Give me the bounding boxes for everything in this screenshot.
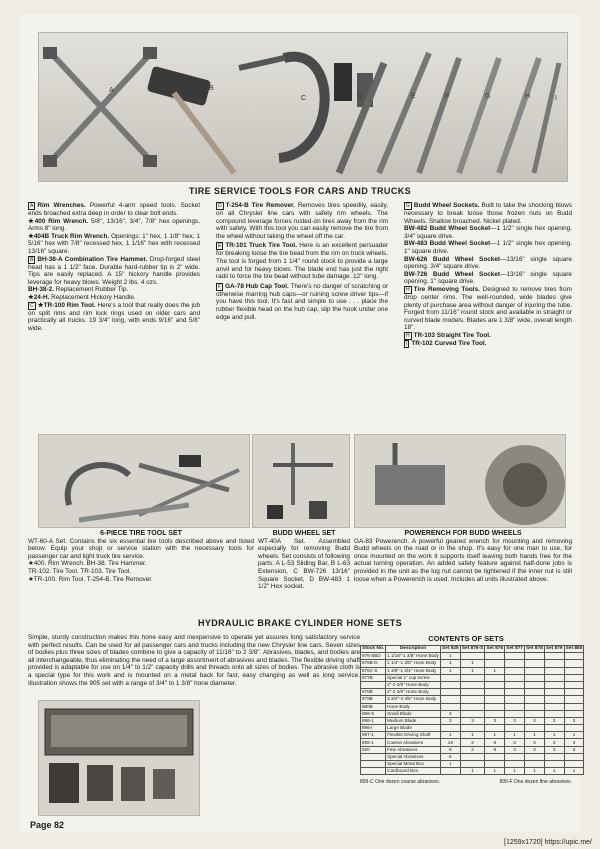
table-cell: 876-SBD bbox=[361, 653, 386, 660]
table-cell bbox=[524, 660, 544, 667]
table-row bbox=[361, 660, 584, 667]
table-cell bbox=[564, 667, 584, 674]
contents-col-header: Set 877 bbox=[506, 646, 523, 652]
hone-intro: Simple, sturdy construction makes this hone easy and inexpensive to operate yet assures long satisfactory service with perfect results. Can be used for all passenger cars and trucks including the new Chrysler line cars. Seven sizes of bodies plus three sizes of blades combine to give a capacity of 11/16" to 2 3/8". Abrasives, blades, and bodies are all interchangeable, thus eliminating the need of a large assortment of abrasives and blades. The flexible driving shaft provided is adaptable for use on 1/4" to 1/2" capacity drills and threads onto all sizes of bodies. The abrasive cloth is a special type for this work and is mounted on a metal back for fast, easy changing as well as long service. Illustration shows the 905 set with a range of 3/4" to 1 3/8" hone diameter. bbox=[28, 634, 360, 687]
table-cell: 3 bbox=[524, 739, 544, 746]
table-cell bbox=[485, 674, 505, 681]
table-cell: 3 bbox=[544, 739, 564, 746]
table-cell bbox=[485, 660, 505, 667]
entry-24h: ★24-H. Replacement Hickory Handle. bbox=[28, 293, 136, 301]
table-cell bbox=[460, 725, 485, 732]
table-cell: 8 bbox=[440, 753, 460, 760]
contents-table-header bbox=[361, 646, 584, 653]
table-row bbox=[361, 717, 584, 724]
table-cell bbox=[505, 725, 525, 732]
photo-label-f: F bbox=[445, 93, 450, 100]
photo-label-a: A bbox=[109, 87, 114, 94]
table-cell bbox=[544, 681, 564, 688]
table-row bbox=[361, 725, 584, 732]
entry-404b: ★404B Truck Rim Wrench. Openings: 1" hex, 1 1/8" hex, 1 5/16" hex with 7/8" recessed hex, 1 1/16" hex with recessed 13/16" square. bbox=[28, 232, 200, 255]
table-cell bbox=[440, 768, 460, 775]
entry-e: E TR-101 Truck Tire Tool. Here is an excellent persuader for breaking loose the tire bead from the rim on truck wheels. The tool is forged from 1 1/4" round stock to provide a large anvil end for heavy blows. The blade end has just the right radii to force the tire bead without tube damage. 12" long. bbox=[216, 242, 388, 281]
table-cell: 2 bbox=[460, 739, 485, 746]
table-cell bbox=[485, 696, 505, 703]
table-cell: 3 bbox=[524, 717, 544, 724]
contents-footnotes bbox=[360, 779, 572, 785]
table-row bbox=[361, 768, 584, 775]
table-cell: 1 bbox=[485, 768, 505, 775]
table-cell: Flexible Driving Shaft bbox=[386, 732, 441, 739]
table-cell: 1 bbox=[440, 732, 460, 739]
entry-g: G Budd Wheel Sockets. Built to take the shocking blows necessary to break loose those frozen nuts on Budd Wheels. Shallow broached. Nickel plated. bbox=[404, 202, 572, 225]
table-cell bbox=[544, 667, 564, 674]
table-cell: 1 bbox=[485, 732, 505, 739]
contents-col-header: Set 876 bbox=[486, 646, 504, 652]
table-cell bbox=[460, 653, 485, 660]
photo-label-i: I bbox=[555, 95, 557, 102]
table-cell bbox=[505, 753, 525, 760]
table-cell bbox=[524, 667, 544, 674]
table-cell: 3 bbox=[564, 717, 584, 724]
hone-set-illustration bbox=[39, 701, 199, 815]
table-cell: 9 bbox=[485, 746, 505, 753]
table-cell bbox=[440, 689, 460, 696]
table-cell bbox=[564, 703, 584, 710]
table-cell: 876C-S bbox=[361, 667, 386, 674]
tire-tool-set-item-2: TR-102. Tire Tool. TR-103. Tire Tool. bbox=[28, 567, 132, 575]
table-row bbox=[361, 710, 584, 717]
table-cell bbox=[524, 710, 544, 717]
table-cell: 1 3/8"-1 3/4" Hone Body bbox=[386, 667, 441, 674]
table-cell bbox=[524, 653, 544, 660]
table-cell bbox=[564, 653, 584, 660]
table-cell bbox=[544, 689, 564, 696]
table-cell bbox=[485, 681, 505, 688]
table-cell bbox=[361, 681, 386, 688]
table-cell: 898-1 bbox=[361, 739, 386, 746]
photo-label-e: E bbox=[411, 93, 416, 100]
table-row bbox=[361, 681, 584, 688]
table-cell: 9 bbox=[440, 746, 460, 753]
table-cell: 1 bbox=[485, 667, 505, 674]
table-cell bbox=[564, 753, 584, 760]
table-cell bbox=[505, 653, 525, 660]
table-cell: 896-S bbox=[361, 710, 386, 717]
table-cell: 18 bbox=[440, 739, 460, 746]
table-cell bbox=[505, 696, 525, 703]
table-cell: 1 bbox=[440, 761, 460, 768]
footnote-fine: 899-F One dozen fine abrasives. bbox=[499, 779, 572, 786]
table-cell bbox=[524, 689, 544, 696]
table-row bbox=[361, 732, 584, 739]
table-cell: Cardboard Box bbox=[386, 768, 441, 775]
table-cell bbox=[544, 761, 564, 768]
table-cell: 9 bbox=[485, 739, 505, 746]
table-cell bbox=[460, 681, 485, 688]
table-cell: 3 bbox=[485, 717, 505, 724]
table-row bbox=[361, 703, 584, 710]
powerench-title: POWERENCH FOR BUDD WHEELS bbox=[404, 530, 522, 537]
table-cell: Special Abrasives bbox=[386, 753, 441, 760]
table-cell: 880B bbox=[361, 703, 386, 710]
table-cell: 3 bbox=[460, 717, 485, 724]
table-cell: 3 bbox=[505, 746, 525, 753]
table-cell: 1 1/4"-1 3/8" Hone Body bbox=[386, 660, 441, 667]
table-row bbox=[361, 674, 584, 681]
entry-h: H Tire Removing Tools. Designed to remove tires from drop center rims. The well-rounded, wide blades give plenty of purchase area without danger of injuring the tube. Forged from 11/16" round stock and available in straight or curved blade models. Blades are 1 3/8" wide, overall length 18". bbox=[404, 285, 572, 332]
table-cell bbox=[485, 710, 505, 717]
table-cell: 3 bbox=[564, 746, 584, 753]
table-cell: 1 bbox=[440, 660, 460, 667]
table-cell: 3 bbox=[524, 746, 544, 753]
hone-set-photo bbox=[38, 700, 200, 816]
table-cell: 877B bbox=[361, 674, 386, 681]
table-cell: 3 bbox=[505, 739, 525, 746]
table-cell: 1 bbox=[440, 653, 460, 660]
table-cell: 920 bbox=[361, 746, 386, 753]
table-cell bbox=[544, 696, 564, 703]
table-cell bbox=[361, 761, 386, 768]
tire-tool-set-item-3: ★TR-100. Rim Tool. T-254-B. Tire Remover. bbox=[28, 575, 153, 583]
table-cell: 1 bbox=[505, 732, 525, 739]
table-cell bbox=[524, 674, 544, 681]
table-cell bbox=[460, 761, 485, 768]
photo-label-b: B bbox=[209, 85, 214, 92]
table-cell bbox=[544, 703, 564, 710]
table-cell bbox=[564, 725, 584, 732]
table-cell bbox=[505, 703, 525, 710]
table-cell: 3 3/4"-4 3/8" Hone Body bbox=[386, 696, 441, 703]
photo-label-h: H bbox=[525, 93, 531, 100]
photo-label-d: D bbox=[357, 93, 363, 100]
table-row bbox=[361, 689, 584, 696]
budd-wheel-set-photo bbox=[252, 434, 350, 528]
tire-tool-set-photo bbox=[38, 434, 250, 528]
table-cell: 1 bbox=[544, 768, 564, 775]
table-cell: Hone Body bbox=[386, 703, 441, 710]
table-cell: 3 bbox=[505, 717, 525, 724]
contents-col-header: Stock No. bbox=[362, 646, 385, 652]
powerench-body: GA-83 Powerench. A powerful geared wrench for mounting and removing Budd wheels on the road or in the shop. It's easy for one man to use, for once mounted on the work it supports itself leaving both hands free for the actual turning operation. An added safety feature against half-done jobs is provided in the unit as the lug nut cannot be tightened if the inner nut is still loose when a Powerench is used. Includes all units illustrated above. bbox=[354, 537, 572, 583]
table-cell bbox=[505, 660, 525, 667]
tire-tools-col1 bbox=[28, 202, 200, 332]
table-cell bbox=[524, 753, 544, 760]
table-cell: 1 bbox=[524, 768, 544, 775]
footnote-coarse: 899-C One dozen coarse abrasives. bbox=[360, 779, 441, 786]
entry-bw-626: BW-626 Budd Wheel Socket—13/16" single square opening. 3/4" square drive. bbox=[404, 255, 572, 271]
table-cell: 3 bbox=[440, 710, 460, 717]
table-row bbox=[361, 761, 584, 768]
table-cell: 1 bbox=[564, 768, 584, 775]
table-cell bbox=[524, 681, 544, 688]
image-credit: [1259x1720] https://upic.me/ bbox=[504, 839, 592, 846]
table-cell: 1 bbox=[564, 732, 584, 739]
table-cell bbox=[544, 660, 564, 667]
table-row bbox=[361, 667, 584, 674]
table-cell: 1 bbox=[544, 732, 564, 739]
table-cell bbox=[485, 725, 505, 732]
budd-wheel-set-text bbox=[258, 530, 350, 591]
contents-table-title: CONTENTS OF SETS bbox=[428, 634, 504, 643]
entry-bh-38-2: BH-38-2. Replacement Rubber Tip. bbox=[28, 286, 129, 294]
table-cell: 878B bbox=[361, 689, 386, 696]
table-cell: 3 bbox=[544, 717, 564, 724]
table-cell bbox=[564, 761, 584, 768]
table-cell bbox=[361, 768, 386, 775]
table-cell bbox=[485, 653, 505, 660]
table-cell bbox=[440, 703, 460, 710]
tire-tools-col2 bbox=[216, 202, 388, 321]
table-cell: 1 bbox=[460, 660, 485, 667]
entry-400: ★400 Rim Wrench. 5/8", 13/16", 3/4", 7/8" hex openings. Arms 8" long. bbox=[28, 217, 200, 233]
entry-bw-482: BW-482 Budd Wheel Socket—1 1/2" single hex opening. 3/4" square drive. bbox=[404, 225, 572, 240]
budd-wheel-set-title: BUDD WHEEL SET bbox=[272, 530, 336, 537]
table-cell: 1 bbox=[524, 732, 544, 739]
table-cell bbox=[505, 681, 525, 688]
table-cell bbox=[505, 667, 525, 674]
table-cell: 2"-2 3/8" Hone Body bbox=[386, 681, 441, 688]
table-cell: 3 bbox=[544, 746, 564, 753]
table-cell bbox=[524, 761, 544, 768]
table-cell bbox=[460, 689, 485, 696]
table-cell bbox=[564, 660, 584, 667]
tire-tools-photo bbox=[38, 32, 568, 182]
tire-tool-set-title: 6-PIECE TIRE TOOL SET bbox=[100, 530, 182, 537]
table-row bbox=[361, 696, 584, 703]
table-cell: 1 1/16"-1 3/8" Hone Body bbox=[387, 653, 439, 659]
table-cell bbox=[564, 681, 584, 688]
section-title-tire-tools: TIRE SERVICE TOOLS FOR CARS AND TRUCKS bbox=[188, 186, 412, 196]
table-cell bbox=[564, 674, 584, 681]
table-cell bbox=[505, 710, 525, 717]
table-cell bbox=[485, 689, 505, 696]
tire-tool-set-text bbox=[28, 530, 254, 583]
table-cell: Special Metal Box bbox=[386, 761, 441, 768]
table-cell bbox=[485, 753, 505, 760]
table-cell bbox=[440, 725, 460, 732]
table-cell bbox=[440, 696, 460, 703]
photo-label-g: G bbox=[485, 93, 491, 100]
table-cell bbox=[505, 674, 525, 681]
table-cell bbox=[544, 725, 564, 732]
entry-f: F GA-78 Hub Cap Tool. There's no danger of scratching or otherwise marring hub caps—or ruining screw driver tips—if you have this tool. It's fast and simple to use . . . place the rubber flexible head on the hub cap, slip the hook under one edge and pull. bbox=[216, 282, 388, 321]
table-cell bbox=[460, 710, 485, 717]
tire-tools-illustration bbox=[39, 33, 567, 181]
contents-col-header: Set 878 bbox=[525, 646, 543, 652]
table-cell bbox=[460, 696, 485, 703]
table-cell bbox=[440, 681, 460, 688]
table-cell: Coarse Abrasives bbox=[386, 739, 441, 746]
contents-table bbox=[360, 645, 584, 775]
table-cell bbox=[564, 696, 584, 703]
contents-col-header: Set 925 bbox=[441, 646, 459, 652]
table-cell: 2 bbox=[460, 746, 485, 753]
contents-col-header: Description bbox=[386, 646, 441, 653]
table-cell bbox=[361, 753, 386, 760]
catalog-page bbox=[20, 14, 583, 832]
table-cell: 3 bbox=[440, 717, 460, 724]
entry-a: A Rim Wrenches. Powerful 4-arm speed tools. Socket ends broached extra deep in order to clear bolt ends. bbox=[28, 202, 200, 217]
table-cell bbox=[544, 674, 564, 681]
table-cell bbox=[544, 653, 564, 660]
tire-tool-set-body: WT-60-A Set. Contains the six essential tire tools described above and listed below. Equip your shop or service station with the necessary tools for passenger car and light truck tire service. bbox=[28, 537, 254, 560]
table-row bbox=[361, 739, 584, 746]
table-cell bbox=[505, 761, 525, 768]
entry-b: B BH-38-A Combination Tire Hammer. Drop-forged steel head has a 1 1/2" face. Durable hard-rubber tip is 2" wide. Tips are easily replaced. A 15" hickory handle provides leverage for heavy blows. Weight 2 lbs. 4 ozs. bbox=[28, 255, 201, 286]
table-cell bbox=[564, 689, 584, 696]
table-cell: 879B bbox=[361, 696, 386, 703]
table-cell: Small Blade bbox=[386, 710, 441, 717]
contents-table-body bbox=[361, 653, 584, 775]
budd-wheel-set-body: WT-40A Set. Assembled especially for removing Budd wheels. Set consists of following parts: A L-53 Sliding Bar, B L-63 Extension, C BW-726 13/16" Square Socket, D BW-483 1 1/2" Hex socket. bbox=[258, 537, 350, 591]
table-cell bbox=[524, 725, 544, 732]
table-cell: 1 bbox=[505, 768, 525, 775]
table-cell: 3 bbox=[564, 739, 584, 746]
table-cell: Large Blade bbox=[386, 725, 441, 732]
contents-col-header: Set 879 bbox=[545, 646, 563, 652]
contents-of-sets bbox=[360, 634, 583, 786]
tire-tool-set-item-1: ★400. Rim Wrench. BH-38. Tire Hammer. bbox=[28, 560, 147, 568]
table-cell bbox=[485, 761, 505, 768]
tire-tool-set-illustration bbox=[39, 435, 249, 527]
section-title-hone-sets: HYDRAULIC BRAKE CYLINDER HONE SETS bbox=[197, 618, 403, 628]
table-cell: 876B-D bbox=[361, 660, 386, 667]
contents-col-header: Set 876-S bbox=[461, 646, 484, 652]
photo-label-c: C bbox=[301, 95, 307, 102]
table-cell: 1 bbox=[440, 667, 460, 674]
table-cell: 1 bbox=[460, 768, 485, 775]
table-cell bbox=[440, 674, 460, 681]
table-cell bbox=[544, 710, 564, 717]
entry-tr-103: H TR-103 Straight Tire Tool. bbox=[406, 331, 491, 339]
budd-wheel-set-illustration bbox=[253, 435, 349, 527]
powerench-photo bbox=[354, 434, 566, 528]
table-cell bbox=[460, 703, 485, 710]
table-cell bbox=[505, 689, 525, 696]
table-cell bbox=[524, 703, 544, 710]
entry-bw-483: BW-483 Budd Wheel Socket—1 1/2" single hex opening. 1" square drive. bbox=[404, 240, 572, 255]
powerench-illustration bbox=[355, 435, 565, 527]
entry-tr-102: I TR-102 Curved Tire Tool. bbox=[406, 339, 487, 347]
table-cell: 1 bbox=[460, 732, 485, 739]
table-cell: 1 bbox=[460, 667, 485, 674]
entry-d: D T-254-B Tire Remover. Removes tires speedily, easily, on all Chrysler line cars with safety rim wheels. The compound leverage forces rusted-on tires away from the rim with safety. With this tool you can easily remove the tire from the wheel without taking the wheel off the car. bbox=[216, 202, 388, 240]
entry-bw-726: BW-726 Budd Wheel Socket—13/16" single square opening. 1" square drive. bbox=[404, 270, 572, 286]
table-row bbox=[361, 753, 584, 760]
contents-col-header: Set 880 bbox=[565, 646, 583, 652]
table-row bbox=[361, 653, 584, 660]
table-cell: Medium Blade bbox=[386, 717, 441, 724]
table-cell bbox=[564, 710, 584, 717]
entry-c: C ★TR-100 Rim Tool. Here's a tool that really does the job on split rims and rim lock rings used on older cars and practically all trucks. 19 3/4" long, with ends 9/16" and 5/8" wide. bbox=[28, 301, 201, 332]
table-cell bbox=[524, 696, 544, 703]
tire-tools-col3 bbox=[404, 202, 572, 348]
table-cell: 2"-2 3/8" Hone Body bbox=[386, 689, 441, 696]
table-cell bbox=[544, 753, 564, 760]
table-cell: 896-1 bbox=[361, 717, 386, 724]
table-cell bbox=[460, 674, 485, 681]
table-cell: Fine Abrasives bbox=[386, 746, 441, 753]
table-cell: 897-1 bbox=[361, 732, 386, 739]
table-cell bbox=[485, 703, 505, 710]
powerench-text bbox=[354, 530, 572, 583]
table-cell bbox=[460, 753, 485, 760]
table-row bbox=[361, 746, 584, 753]
page-number: Page 82 bbox=[30, 820, 65, 830]
table-cell: Special 1" cup screw bbox=[386, 674, 441, 681]
table-cell: 896-I bbox=[361, 725, 386, 732]
